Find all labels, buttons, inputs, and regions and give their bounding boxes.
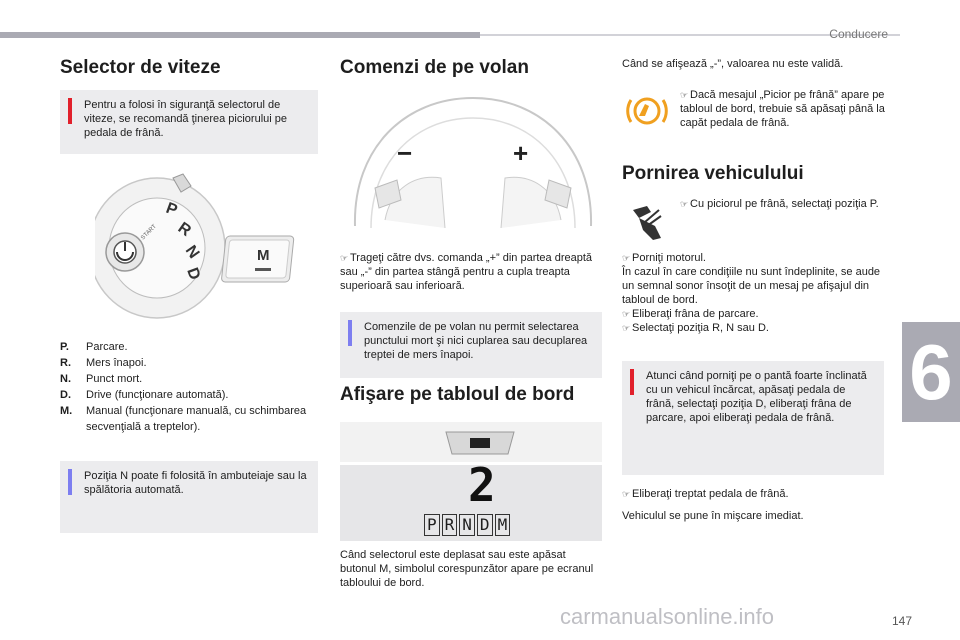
bullet-chevron-icon: ☞ — [340, 253, 349, 263]
knob-engraving: START — [140, 223, 158, 242]
warning-text: Pentru a folosi în siguranţă selectorul de viteze, se recomandă ţinerea piciorului pe pedala de frână. — [84, 99, 288, 139]
m-button-label: M — [257, 247, 270, 264]
heading-dashboard-display: Afişare pe tabloul de bord — [340, 384, 575, 405]
section-title: Conducere — [829, 27, 888, 41]
definition-row: M. Manual (funcţionare manuală, cu schimbarea secvenţială a treptelor). — [60, 405, 307, 433]
info-box-neutral — [60, 461, 318, 533]
gear-letter-n: N — [459, 514, 475, 536]
invalid-value-note: Când se afişează „-”, valoarea nu este validă. — [622, 58, 844, 70]
definition-row: R. Mers înapoi. — [60, 357, 147, 369]
foot-on-pedal-icon — [625, 202, 669, 244]
gear-letter-p: P — [424, 514, 440, 536]
bullet-chevron-icon: ☞ — [622, 489, 631, 499]
heading-steering-controls: Comenzi de pe volan — [340, 57, 529, 78]
gear-letter-m: M — [495, 514, 511, 536]
knob-letter-r: R — [174, 219, 194, 240]
select-p-bullet: ☞ Cu piciorul pe frână, selectaţi poziţia P. — [680, 198, 879, 210]
warning-box-slope — [622, 361, 884, 475]
info-icon — [348, 320, 352, 346]
final-note: Vehiculul se pune în mişcare imediat. — [622, 510, 804, 522]
release-brake-bullet: ☞ Eliberaţi treptat pedala de frână. — [622, 488, 789, 500]
definition-row: D. Drive (funcţionare automată). — [60, 389, 229, 401]
wheel-plus-label: + — [513, 138, 529, 168]
gear-knob-illustration — [95, 170, 317, 320]
bullet-chevron-icon: ☞ — [680, 90, 689, 100]
steering-bullet: ☞ Trageţi către dvs. comanda „+” din partea dreaptă sau „-” din partea stângă pentru a cupla treapta superioară sau inferioară. — [340, 252, 593, 292]
bullet-chevron-icon: ☞ — [622, 309, 631, 319]
info-text: Poziţia N poate fi folosită în ambuteiaje sau la spălătoria automată. — [84, 470, 307, 496]
heading-gear-selector: Selector de viteze — [60, 57, 221, 78]
gear-letter-d: D — [477, 514, 493, 536]
info-icon — [68, 469, 72, 495]
brake-message-bullet: ☞ Dacă mesajul „Picior pe frână” apare pe tabloul de bord, trebuie să apăsaţi până la capăt pedala de frână. — [680, 89, 885, 129]
gear-definitions-list — [60, 339, 320, 435]
page-number: 147 — [891, 614, 912, 628]
definition-row: P. Parcare. — [60, 341, 128, 353]
warning-exclamation-icon — [68, 98, 72, 124]
steering-wheel-illustration — [345, 88, 600, 238]
definition-row: N. Punct mort. — [60, 373, 143, 385]
start-steps: ☞ Porniţi motorul. În cazul în care condiţiile nu sunt îndeplinite, se aude un semnal sonor însoţit de un mesaj pe afişajul din tabloul de bord. ☞ Eliberaţi frâna de parcare. ☞ Selectaţi poziţia R, N sau D. — [622, 252, 881, 334]
knob-letter-p: P — [163, 199, 180, 220]
bullet-chevron-icon: ☞ — [622, 253, 631, 263]
chapter-number: 6 — [909, 328, 953, 416]
dashboard-indicator-icon — [440, 426, 520, 458]
info-text: Comenzile de pe volan nu permit selectarea punctului mort şi nici cuplarea sau decuplarea treptei de mers înapoi. — [364, 321, 588, 361]
wheel-minus-label: − — [397, 138, 413, 168]
gear-letter-r: R — [442, 514, 458, 536]
warning-box — [60, 90, 318, 154]
bullet-chevron-icon: ☞ — [622, 323, 631, 333]
gear-letter-strip — [424, 514, 510, 536]
info-box-steering — [340, 312, 602, 378]
heading-vehicle-start: Pornirea vehiculului — [622, 163, 804, 184]
knob-letter-d: D — [183, 265, 204, 283]
header-accent-bar — [0, 32, 480, 38]
current-gear-value: 2 — [468, 458, 496, 512]
dashboard-paragraph: Când selectorul este deplasat sau este apăsat butonul M, simbolul corespunzător apare pe ecranul tabloului de bord. — [340, 549, 594, 589]
watermark: carmanualsonline.info — [560, 604, 775, 629]
brake-pedal-warning-icon — [625, 92, 669, 130]
knob-letter-n: N — [181, 242, 203, 262]
warning-exclamation-icon — [630, 369, 634, 395]
chapter-tab — [902, 322, 960, 422]
bullet-chevron-icon: ☞ — [680, 199, 689, 209]
warning-text: Atunci când porniţi pe o pantă foarte înclinată cu un vehicul încărcat, apăsaţi pedala de frână, selectaţi poziţia D, eliberaţi frâna de parcare, apoi eliberaţi pedala de frână. — [646, 370, 867, 424]
